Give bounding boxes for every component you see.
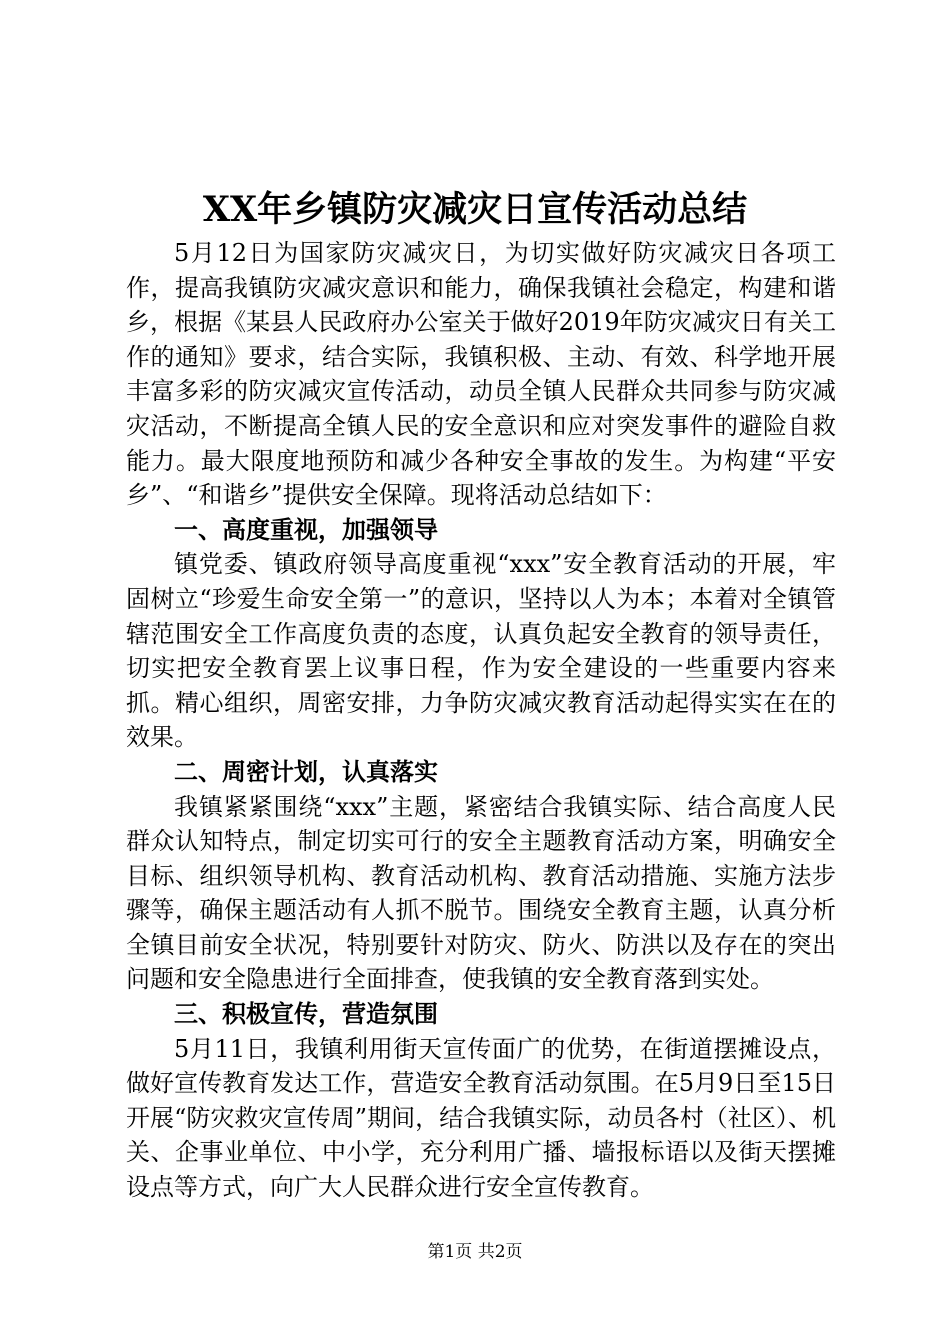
intro-paragraph: 5月12日为国家防灾减灾日，为切实做好防灾减灾日各项工作，提高我镇防灾减灾意识和能力，确保我镇社会稳定，构建和谐乡，根据《某县人民政府办公室关于做好2019年防灾减灾日有关工作的通知》要求，结合实际，我镇积极、主动、有效、科学地开展丰富多彩的防灾减灾宣传活动，动员全镇人民群众共同参与防灾减灾活动，不断提高全镇人民的安全意识和应对突发事件的避险自救能力。最大限度地预防和减少各种安全事故的发生。为构建“平安乡”、“和谐乡”提供安全保障。现将活动总结如下： (126, 239, 836, 510)
section-paragraph-2: 我镇紧紧围绕“xxx”主题，紧密结合我镇实际、结合高度人民群众认知特点，制定切实可行的安全主题教育活动方案，明确安全目标、组织领导机构、教育活动机构、教育活动措施、实施方法步骤等，确保主题活动有人抓不脱节。围绕安全教育主题，认真分析全镇目前安全状况，特别要针对防灾、防火、防洪以及存在的突出问题和安全隐患进行全面排查，使我镇的安全教育落到实处。 (126, 792, 836, 994)
document-title: XX年乡镇防灾减灾日宣传活动总结 (202, 189, 748, 230)
section-paragraph-1: 镇党委、镇政府领导高度重视“xxx”安全教育活动的开展，牢固树立“珍爱生命安全第一”的意识，坚持以人为本；本着对全镇管辖范围安全工作高度负责的态度，认真负起安全教育的领导责任，切实把安全教育罢上议事日程，作为安全建设的一些重要内容来抓。精心组织，周密安排，力争防灾减灾教育活动起得实实在在的效果。 (126, 550, 836, 752)
section-heading-1: 一、高度重视，加强领导 (174, 515, 438, 544)
section-paragraph-3: 5月11日，我镇利用街天宣传面广的优势，在街道摆摊设点，做好宣传教育发达工作，营造安全教育活动氛围。在5月9日至15日开展“防灾救灾宣传周”期间，结合我镇实际，动员各村（社区）、机关、企事业单位、中小学，充分利用广播、墙报标语以及街天摆摊设点等方式，向广大人民群众进行安全宣传教育。 (126, 1034, 836, 1202)
document-body (126, 236, 836, 1205)
page-number-footer: 第1页 共2页 (427, 1242, 523, 1262)
section-heading-2: 二、周密计划，认真落实 (174, 757, 438, 786)
section-heading-3: 三、积极宣传，营造氛围 (174, 1000, 438, 1029)
